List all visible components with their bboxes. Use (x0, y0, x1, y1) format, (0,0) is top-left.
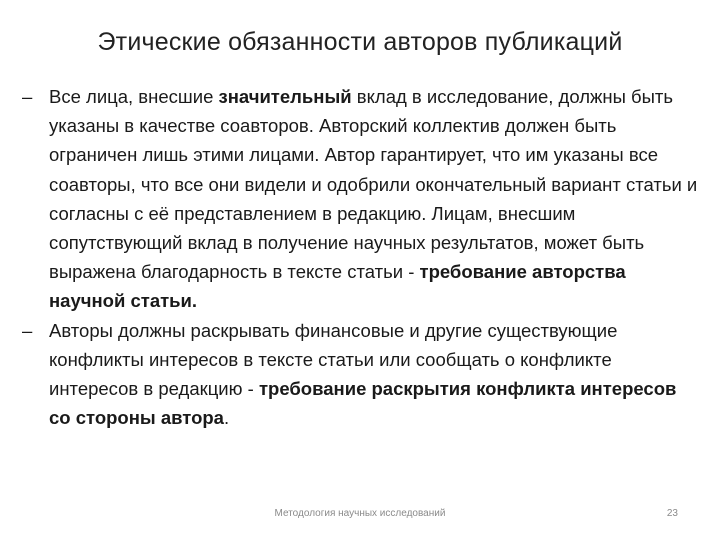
bullet-dash: – (22, 319, 33, 341)
bullet-text-normal: вклад в исследование, должны быть указаны в качестве соавторов. Авторский коллектив должен быть ограничен лишь этими лицами. Автор гарантирует, что им указаны все соавторы, что все они видели и одобрили окончательный вариант статьи и согласны с её представлением в редакцию. Лицам, внесшим сопутствующий вклад в получение научных результатов, может быть выражена благодарность в тексте статьи - (49, 86, 698, 283)
bullet-dash: – (22, 86, 33, 107)
footer-page-number: 23 (666, 508, 678, 519)
bullet-text-bold: требование раскрытия конфликта интересов со стороны автора (49, 378, 677, 429)
slide-title: Этические обязанности авторов публикаций (97, 28, 623, 56)
bullet-text-normal: Авторы должны раскрывать финансовые и другие существующие конфликты интересов в тексте статьи или сообщать о конфликте интересов в редакцию - (49, 319, 618, 400)
bullet-item-1 (22, 82, 702, 316)
bullet-text-bold: требование авторства научной статьи. (49, 261, 626, 312)
footer-course-title: Методология научных исследований (274, 508, 446, 519)
bullet-item-2 (22, 316, 702, 433)
bullet-list (22, 82, 702, 432)
bullet-text-bold: значительный (218, 86, 352, 107)
bullet-text-normal: . (223, 407, 230, 429)
bullet-text-normal: Все лица, внесшие (49, 86, 219, 107)
